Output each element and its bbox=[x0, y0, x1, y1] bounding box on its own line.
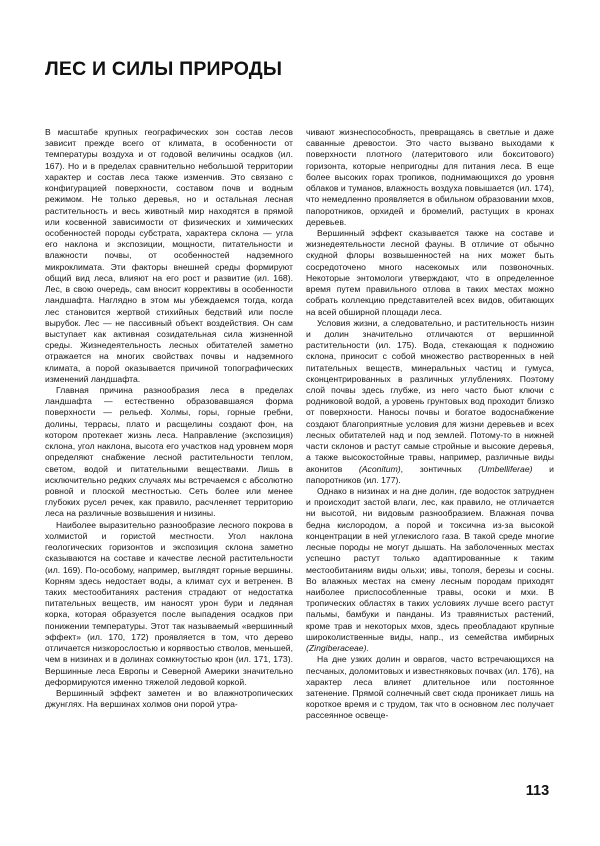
paragraph-text-end: и папоротников (ил. 177). bbox=[306, 463, 554, 485]
latin-name-aconitum: (Aconitum) bbox=[358, 463, 401, 474]
latin-name-umbelliferae: (Umbelliferae) bbox=[478, 463, 533, 474]
paragraph: На дне узких долин и оврагов, часто встречающихся на песчаных, доломитовых и известняковых почвах (ил. 176), на характер леса влияет длительное или постоянное затенение. Прямой солнечный свет сюда проникает лишь на короткое время и с трудом, так что в основном лес получает рассеянное освеще- bbox=[306, 654, 554, 721]
paragraph-text: Однако в низинах и на дне долин, где водосток затруднен и происходит застой влаги, лес, как правило, не отличается ни высотой, ни видовым разнообразием. Влажная почва бедна кислородом, а порой и токсична из-за высокой концентрации в ней углекислого газа. В такой среде многие лесные породы не могут дышать. На заболоченных местах успешно растут только адаптированные к таким местообитаниям виды ольхи; ивы, тополя, березы и сосны. Во влажных местах на смену лесным породам приходят наиболее приспособленные травы, осоки и мхи. В тропических областях в таких условиях лучше всего растут пальмы, бамбуки и панданы. Из травянистых растений, кроме трав и некоторых мхов, здесь преобладают крупные широколиственные виды, напр., из семейства имбирных bbox=[306, 486, 554, 642]
two-column-body bbox=[45, 127, 555, 807]
left-column bbox=[45, 127, 293, 807]
page-title: ЛЕС И СИЛЫ ПРИРОДЫ bbox=[45, 58, 283, 81]
right-column bbox=[306, 127, 554, 807]
paragraph: чивают жизнеспособность, превращаясь в светлые и даже саванные древостои. Это часто вызвано выходами к поверхности плотного (латеритового или бокситового) горизонта, которые непригодны для питания леса. В еще более высоких горах тропиков, поднимающихся до уровня облаков и туманов, влажность воздуха повышается (ил. 174), что немедленно проявляется в обильном образовании мхов, папоротников, орхидей и бромелий, растущих в кронах деревьев. bbox=[306, 127, 554, 227]
paragraph-with-latin-names bbox=[306, 318, 554, 486]
page-number: 113 bbox=[525, 783, 550, 799]
paragraph-text-continued: , зонтичных bbox=[400, 463, 479, 474]
latin-name-zingiberaceae: (Zingiberaceae) bbox=[306, 643, 367, 654]
paragraph: Наиболее выразительно разнообразие лесного покрова в холмистой и гористой местности. Угол наклона геологических горизонтов и экспозиция склона заметно сказываются на составе и качестве лесной растительности (ил. 169). По-особому, например, выглядят горные вершины. Корням здесь недостает воды, а климат сух и ветренен. В таких местообитаниях растения страдают от недостатка питательных веществ, им наносят урон бури и ледяная корка, которая образуется после выпадения осадков при понижении температуры. Этот так называемый «вершинный эффект» (ил. 170, 172) проявляется в том, что дерево отличается низкорослостью и корявостью стволов, меньшей, чем в низинах и в долинах сомкнутостью крон (ил. 171, 173). Вершинные леса Европы и Северной Америки значительно деформируются именно тяжелой ледовой коркой. bbox=[45, 519, 293, 687]
paragraph: В масштабе крупных географических зон состав лесов зависит прежде всего от климата, в особенности от температуры воздуха и от годовой величины осадков (ил. 167). Но и в пределах сравнительно небольшой территории характер и состав леса также изменчив. Это связано с конфигурацией поверхности, составом почв и водным режимом. Не только деревья, но и остальная лесная растительность и весь животный мир находятся в прямой или косвенной зависимости от физических и химических особенностей породы субстрата, характера склона — угла его наклона и экспозиции, мощности, питательности и влажности почвы, от особенностей надземного микроклимата. Эти факторы внешней среды формируют общий вид леса, влияют на его рост и развитие (ил. 168). Лес, в свою очередь, сам вносит коррективы в особенности ландшафта. Наглядно в этом мы убеждаемся тогда, когда лес становится жертвой стихийных бедствий или после вырубок. Лес — не пассивный объект воздействия. Он сам выступает как активная созидательная сила жизненной среды. Жизнедеятельность лесных обитателей заметно отражается на многих свойствах почвы и надземного климата, а порой оказывается причиной топографических изменений ландшафта. bbox=[45, 127, 293, 384]
paragraph: Вершинный эффект сказывается также на составе и жизнедеятельности лесной фауны. В отличие от обычно скудной флоры возвышенностей на них может быть сосредоточено много насекомых или позвоночных. Некоторые энтомологи утверждают, что в определенное время путем правильного отлова в таких местах можно собрать коллекцию представителей всех видов, обитающих на всей обширной площади леса. bbox=[306, 227, 554, 317]
paragraph-text: Условия жизни, а следовательно, и растительность низин и долин значительно отличаются от вершинной растительности (ил. 175). Вода, стекающая к подножию склона, приносит с собой множество растворенных в ней питательных веществ, минеральных частиц и гумуса, сконцентрированных в различных углублениях. Поэтому слой почвы здесь глубже, из него часто бьют ключи с родниковой водой, а уровень грунтовых вод проходит близко от поверхности. Наносы почвы и богатое водоснабжение создают благоприятные условия для жизни деревьев и всех лесных обитателей над и под землей. Потому-то в нижней части склонов и растут самые стройные и высокие деревья, а также высокостойные травы, например, различные виды аконитов bbox=[306, 317, 554, 474]
paragraph: Главная причина разнообразия леса в пределах ландшафта — естественно образовавшаяся форма поверхности — рельеф. Холмы, горы, горные гребни, долины, террасы, плато и расщелины создают фон, на котором протекает жизнь леса. Направление (экспозиция) склона, угол наклона, высота его участков над уровнем моря определяют снабжение лесной растительности теплом, светом, водой и питательными веществами. Лишь в исключительно редких случаях мы встречаемся с абсолютно ровной и плоской местностью. Сеть более или менее глубоких русел речек, как правило, расчленяет территорию леса на различные возвышения и низины. bbox=[45, 385, 293, 519]
paragraph: Вершинный эффект заметен и во влажнотропических джунглях. На вершинах холмов они порой утра- bbox=[45, 687, 293, 710]
paragraph-with-latin-names bbox=[306, 486, 554, 654]
paragraph-text-end: . bbox=[366, 643, 369, 654]
